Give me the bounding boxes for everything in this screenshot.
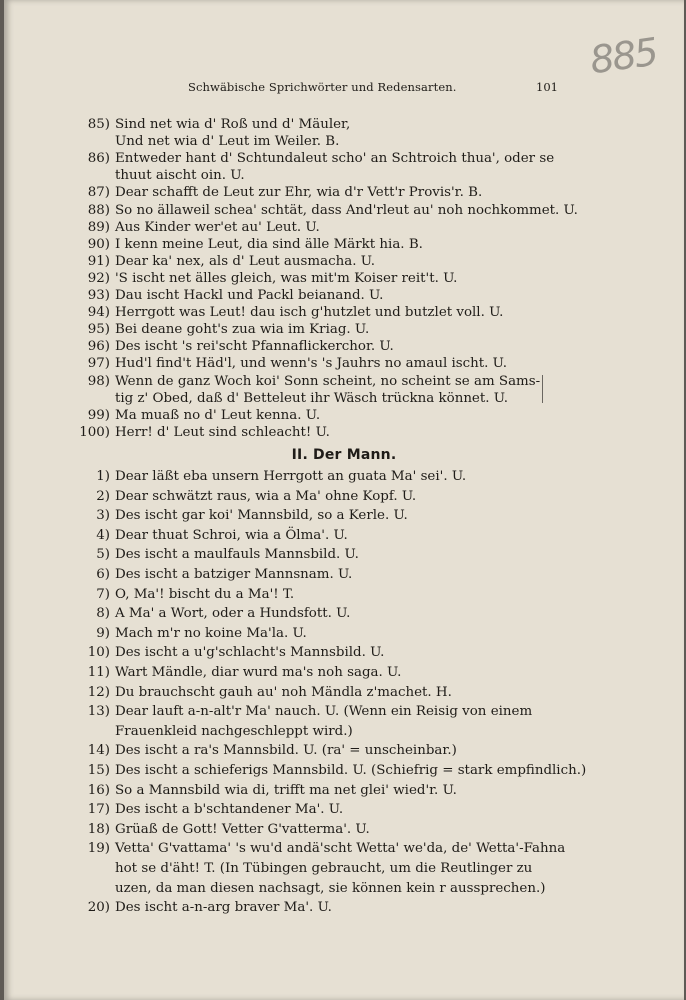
item-text: 'S ischt net älles gleich, was mit'm Koiser reit't. U.	[115, 270, 458, 286]
book-page	[4, 0, 684, 1000]
list-item-continuation	[4, 167, 684, 185]
item-text: Dau ischt Hackl und Packl beianand. U.	[115, 288, 384, 303]
item-number: 14)	[87, 743, 110, 759]
list-item	[4, 424, 684, 442]
list-item	[4, 782, 684, 800]
item-text: Herr! d' Leut sind schleacht! U.	[115, 424, 330, 440]
item-text: Des ischt 's rei'scht Pfannaflickerchor. U.	[115, 339, 394, 355]
item-text: So no ällaweil schea' schtät, dass And'rleut au' noh nochkommet. U.	[115, 202, 578, 218]
list-item	[4, 468, 684, 486]
item-number: 15)	[87, 763, 110, 778]
item-text: Mach m'r no koine Ma'la. U.	[115, 625, 307, 641]
item-number: 6)	[96, 567, 110, 582]
list-item	[4, 684, 684, 702]
item-number: 20)	[87, 900, 110, 916]
list-item	[4, 407, 684, 425]
list-item	[4, 644, 684, 662]
item-number: 85)	[87, 117, 110, 132]
list-item-continuation	[4, 860, 684, 878]
list-item	[4, 184, 684, 202]
item-number: 1)	[96, 469, 110, 484]
item-text: Dear schafft de Leut zur Ehr, wia d'r Vett'r Provis'r. B.	[115, 185, 483, 201]
list-item	[4, 355, 684, 373]
list-item	[4, 742, 684, 760]
list-item-continuation	[4, 723, 684, 741]
list-item	[4, 304, 684, 322]
item-number: 97)	[87, 356, 110, 372]
item-text: Ma muaß no d' Leut kenna. U.	[115, 407, 321, 423]
list-item-continuation	[4, 133, 684, 151]
list-item	[4, 253, 684, 271]
item-text: Vetta' G'vattama' 's wu'd andä'scht Wetta' we'da, de' Wetta'-Fahna	[115, 841, 566, 857]
list-item	[4, 625, 684, 643]
item-text: Des ischt a ra's Mannsbild. U. (ra' = unscheinbar.)	[115, 743, 457, 759]
item-number: 92)	[87, 270, 110, 286]
item-text: Wart Mändle, diar wurd ma's noh saga. U.	[115, 665, 402, 680]
item-number: 96)	[87, 339, 110, 355]
item-text: Dear lauft a-n-alt'r Ma' nauch. U. (Wenn ein Reisig von einem	[115, 704, 533, 720]
item-text: Dear schwätzt raus, wia a Ma' ohne Kopf. U.	[115, 488, 417, 504]
item-number: 89)	[87, 219, 110, 235]
item-text: Des ischt a u'g'schlacht's Mannsbild. U.	[115, 645, 385, 661]
item-number: 94)	[87, 305, 110, 321]
item-text: Dear thuat Schroi, wia a Ölma'. U.	[115, 527, 348, 543]
list-item	[4, 202, 684, 220]
list-item	[4, 664, 684, 682]
item-number: 95)	[87, 322, 110, 338]
list-item	[4, 586, 684, 604]
list-item	[4, 605, 684, 623]
item-text: Und net wia d' Leut im Weiler. B.	[115, 134, 340, 150]
item-number: 3)	[96, 508, 110, 524]
item-text: Hud'l find't Häd'l, und wenn's 's Jauhrs no amaul ischt. U.	[115, 356, 507, 372]
list-item	[4, 116, 684, 134]
item-text: Aus Kinder wer'et au' Leut. U.	[115, 219, 320, 235]
item-number: 8)	[96, 606, 110, 622]
item-text: O, Ma'! bischt du a Ma'! T.	[115, 586, 295, 602]
item-text: Grüaß de Gott! Vetter G'vatterma'. U.	[115, 821, 370, 837]
list-item	[4, 566, 684, 584]
list-item	[4, 507, 684, 525]
running-header	[4, 80, 684, 100]
item-text: So a Mannsbild wia di, trifft ma net glei' wied'r. U.	[115, 782, 457, 798]
list-item	[4, 321, 684, 339]
list-item	[4, 287, 684, 305]
list-item-continuation	[4, 390, 684, 408]
item-text: I kenn meine Leut, dia sind älle Märkt hia. B.	[115, 236, 423, 252]
pencil-annotation: 885	[587, 29, 660, 83]
item-text: thuut aischt oin. U.	[115, 168, 245, 184]
list-item	[4, 546, 684, 564]
item-number: 98)	[87, 373, 110, 389]
list-item	[4, 219, 684, 237]
item-number: 19)	[87, 841, 110, 857]
list-item-continuation	[4, 880, 684, 898]
item-text: Sind net wia d' Roß und d' Mäuler,	[115, 117, 351, 132]
section-heading: II. Der Mann.	[291, 447, 397, 463]
list-item	[4, 527, 684, 545]
item-number: 87)	[87, 185, 110, 201]
item-text: tig z' Obed, daß d' Betteleut ihr Wäsch trückna könnet. U.	[115, 390, 509, 406]
item-number: 13)	[87, 704, 110, 720]
item-number: 7)	[96, 586, 110, 602]
item-text: Des ischt a b'schtandener Ma'. U.	[115, 802, 344, 818]
list-item	[4, 236, 684, 254]
item-number: 5)	[96, 547, 110, 563]
item-number: 93)	[87, 288, 110, 303]
list-item	[4, 801, 684, 819]
list-item	[4, 840, 684, 858]
page-number: 101	[536, 80, 558, 94]
item-number: 99)	[87, 407, 110, 423]
list-item	[4, 703, 684, 721]
item-number: 91)	[87, 253, 110, 269]
item-number: 90)	[87, 236, 110, 252]
item-number: 18)	[87, 821, 110, 837]
item-number: 9)	[96, 625, 110, 641]
list-item	[4, 488, 684, 506]
item-text: Herrgott was Leut! dau isch g'hutzlet und butzlet voll. U.	[115, 305, 504, 321]
item-text: Des ischt gar koi' Mannsbild, so a Kerle. U.	[115, 508, 408, 524]
list-item	[4, 821, 684, 839]
item-number: 16)	[87, 782, 110, 798]
item-number: 12)	[87, 684, 110, 700]
list-item	[4, 373, 684, 391]
item-text: Bei deane goht's zua wia im Kriag. U.	[115, 322, 370, 338]
item-number: 17)	[87, 802, 110, 818]
item-text: Frauenkleid nachgeschleppt wird.)	[115, 723, 353, 739]
item-text: Du brauchscht gauh au' noh Mändla z'machet. H.	[115, 684, 452, 700]
item-number: 86)	[87, 151, 110, 167]
item-text: hot se d'äht! T. (In Tübingen gebraucht, um die Reutlinger zu	[115, 861, 533, 876]
item-text: Dear ka' nex, als d' Leut ausmacha. U.	[115, 253, 376, 269]
item-text: Des ischt a maulfauls Mannsbild. U.	[115, 547, 359, 563]
item-text: Des ischt a batziger Mannsnam. U.	[115, 567, 353, 582]
item-text: uzen, da man diesen nachsagt, sie können kein r aussprechen.)	[115, 880, 546, 896]
item-number: 100)	[79, 424, 110, 440]
list-item	[4, 899, 684, 917]
item-text: Dear läßt eba unsern Herrgott an guata Ma' sei'. U.	[115, 469, 467, 484]
item-number: 88)	[87, 202, 110, 218]
item-text: Des ischt a schieferigs Mannsbild. U. (Schiefrig = stark empfindlich.)	[115, 763, 587, 778]
running-title: Schwäbische Sprichwörter und Redensarten.	[188, 80, 457, 94]
item-number: 2)	[96, 488, 110, 504]
list-item	[4, 338, 684, 356]
list-item	[4, 270, 684, 288]
item-text: A Ma' a Wort, oder a Hundsfott. U.	[115, 606, 351, 622]
item-number: 4)	[96, 527, 110, 543]
item-number: 11)	[87, 665, 110, 680]
margin-pencil-mark	[542, 375, 543, 403]
item-text: Des ischt a-n-arg braver Ma'. U.	[115, 900, 332, 916]
item-text: Entweder hant d' Schtundaleut scho' an Schtroich thua', oder se	[115, 151, 555, 167]
list-item	[4, 762, 684, 780]
item-text: Wenn de ganz Woch koi' Sonn scheint, no scheint se am Sams-	[115, 373, 541, 389]
list-item	[4, 150, 684, 168]
item-number: 10)	[87, 645, 110, 661]
